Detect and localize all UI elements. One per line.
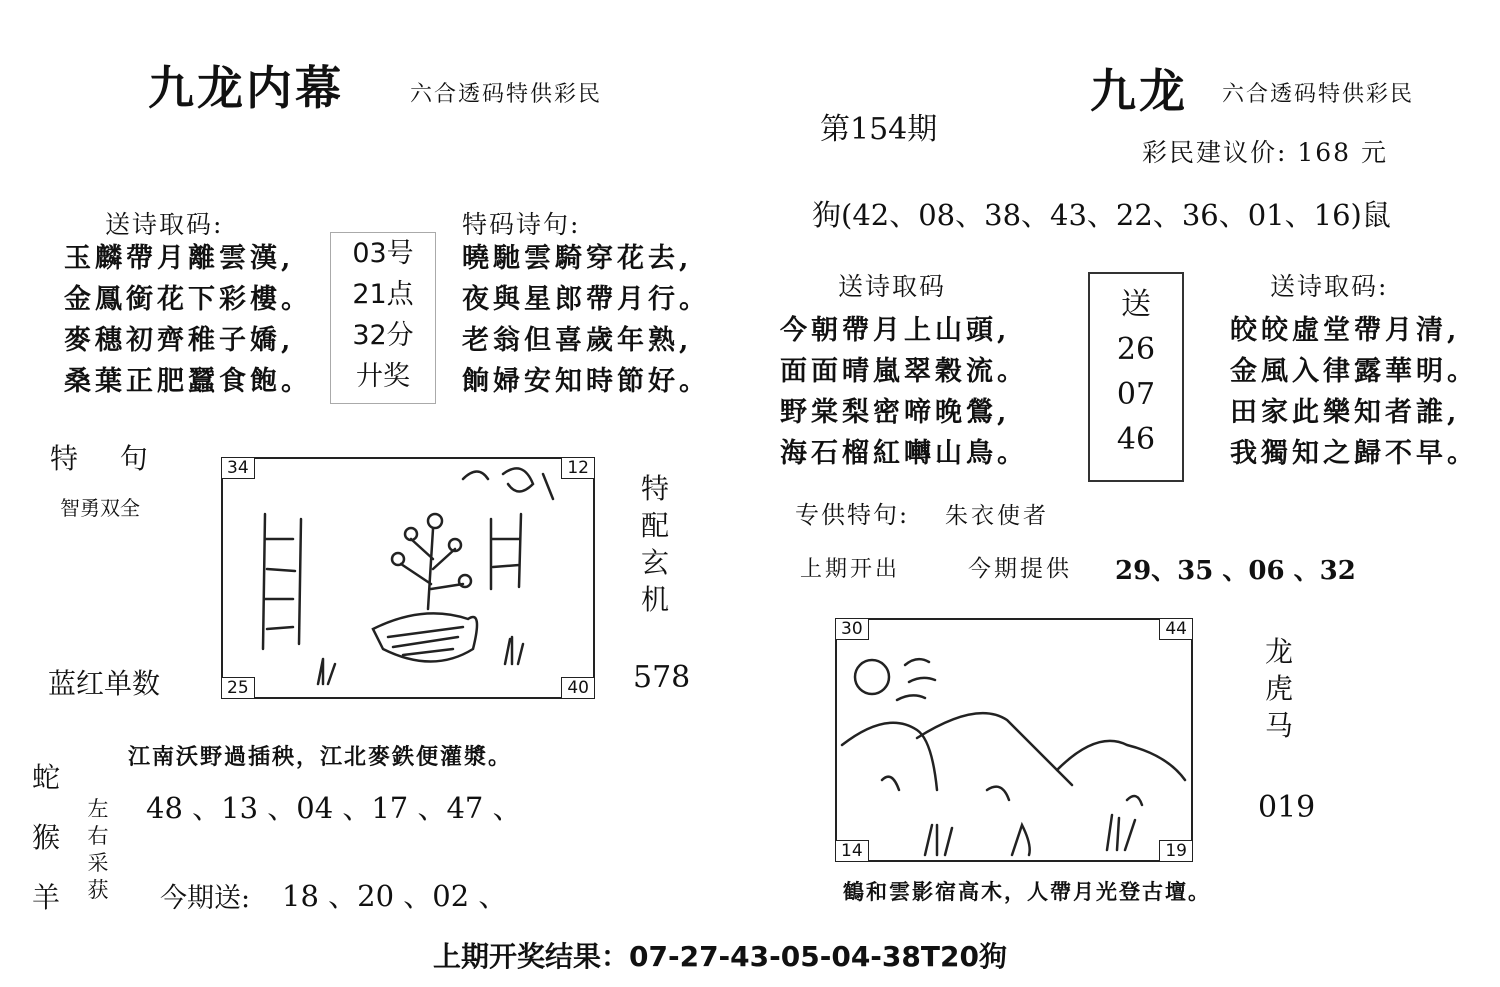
corner-number: 19: [1159, 840, 1193, 862]
zodiac-char: 马: [1264, 709, 1293, 742]
today-label: 今期送:: [160, 883, 251, 914]
left-tagline: 六合透码特供彩民: [410, 82, 603, 107]
poem-line: 面面晴嵐翠穀流。: [780, 356, 1028, 387]
poem-line: 金鳳銜花下彩樓。: [64, 284, 312, 315]
couplet: 江南沃野過插秧，江北麥鉄便灌漿。: [128, 744, 513, 770]
plant-sketch-illustration: [223, 459, 593, 697]
offer-label: 今期提供: [968, 556, 1072, 582]
special-poem-heading: 特码诗句:: [462, 210, 581, 239]
poem-line: 老翁但喜歲年熟,: [462, 325, 693, 356]
left-poem-heading: 送诗取码:: [105, 210, 224, 239]
left-center-box: [330, 232, 436, 404]
price: 彩民建议价: 168 元: [1142, 138, 1389, 167]
poem-line: 皎皎虛堂帶月清,: [1230, 315, 1461, 346]
side-char: 左: [87, 797, 109, 821]
poem-line: 金風入律露華明。: [1230, 356, 1478, 387]
left-sketch-frame: [221, 457, 595, 699]
box-line: 03号: [352, 238, 414, 269]
zodiac-char: 虎: [1264, 672, 1293, 705]
right-poem-heading-right: 送诗取码:: [1270, 272, 1389, 301]
vertical-note: 特配玄机: [640, 472, 669, 616]
right-special-label: 专供特句:: [795, 501, 910, 529]
last-label: 上期开出: [800, 557, 901, 582]
left-title: 九龙内幕: [148, 61, 344, 115]
poem-line: 桑葉正肥蠶食飽。: [64, 366, 312, 397]
poem-line: 海石榴紅囀山鳥。: [780, 438, 1028, 469]
issue-number: 第154期: [820, 112, 938, 147]
side-char: 采: [87, 851, 109, 875]
poem-line: 麥穗初齊稚子嬌,: [64, 325, 295, 356]
box-line: 廾奖: [356, 361, 410, 392]
poem-line: 今朝帶月上山頭,: [780, 315, 1011, 346]
special-label: 特 句: [50, 442, 156, 475]
offer-numbers: 29、35 、06 、32: [1115, 556, 1356, 586]
zodiac-char: 蛇: [31, 761, 60, 794]
right-poem-left: [780, 310, 1028, 474]
corner-number: 44: [1159, 618, 1193, 640]
side-char: 右: [87, 824, 109, 848]
dog-line: 狗(42、08、38、43、22、36、01、16)鼠: [812, 198, 1391, 232]
right-poem-heading-left: 送诗取码: [838, 272, 947, 301]
side-vertical: [84, 796, 112, 904]
poem-line: 夜與星郎帶月行。: [462, 284, 710, 315]
box-line: 07: [1116, 377, 1156, 412]
right-tagline: 六合透码特供彩民: [1222, 82, 1415, 107]
poem-line: 餉婦安知時節好。: [462, 366, 710, 397]
poem-line: 我獨知之歸不早。: [1230, 438, 1478, 469]
special-poem: [462, 238, 710, 402]
corner-number: 12: [561, 457, 595, 479]
zodiac-char: 猴: [31, 821, 60, 854]
box-line: 32分: [352, 320, 414, 351]
poem-line: 田家此樂知者誰,: [1230, 397, 1461, 428]
box-line: 21点: [352, 279, 414, 310]
color-number: 578: [633, 660, 691, 695]
box-line: 46: [1116, 422, 1156, 457]
corner-number: 25: [221, 677, 255, 699]
box-line: 送: [1121, 287, 1151, 322]
numbers-row: 48 、13 、04 、17 、47 、: [146, 791, 522, 825]
corner-number: 30: [835, 618, 869, 640]
right-special-phrase: 朱衣使者: [945, 503, 1049, 529]
corner-number: 34: [221, 457, 255, 479]
box-line: 26: [1116, 332, 1156, 367]
right-zodiac-vertical: [1262, 633, 1296, 744]
poem-line: 玉麟帶月離雲漢,: [64, 243, 295, 274]
side-number: 019: [1258, 790, 1316, 825]
mountain-sun-sketch-illustration: [837, 620, 1191, 860]
special-phrase: 智勇双全: [60, 496, 140, 520]
zodiac-char: 羊: [31, 881, 60, 914]
today-numbers: 18 、20 、02 、: [282, 879, 508, 913]
right-title: 九龙: [1090, 64, 1188, 118]
right-caption: 鶴和雲影宿高木，人帶月光登古壇。: [843, 879, 1211, 904]
color-label: 蓝红单数: [48, 667, 161, 700]
corner-number: 14: [835, 840, 869, 862]
left-poem: [64, 238, 312, 402]
right-sketch-frame: [835, 618, 1193, 862]
side-char: 获: [87, 878, 109, 902]
right-center-box: [1088, 272, 1184, 482]
right-poem-right: [1230, 310, 1478, 474]
poem-line: 野棠梨密啼晚鶯,: [780, 397, 1011, 428]
footer-result: 上期开奖结果：07-27-43-05-04-38T20狗: [433, 940, 1007, 973]
poem-line: 曉馳雲騎穿花去,: [462, 243, 693, 274]
zodiac-char: 龙: [1264, 635, 1293, 668]
corner-number: 40: [561, 677, 595, 699]
left-zodiac-vertical: [28, 748, 64, 928]
